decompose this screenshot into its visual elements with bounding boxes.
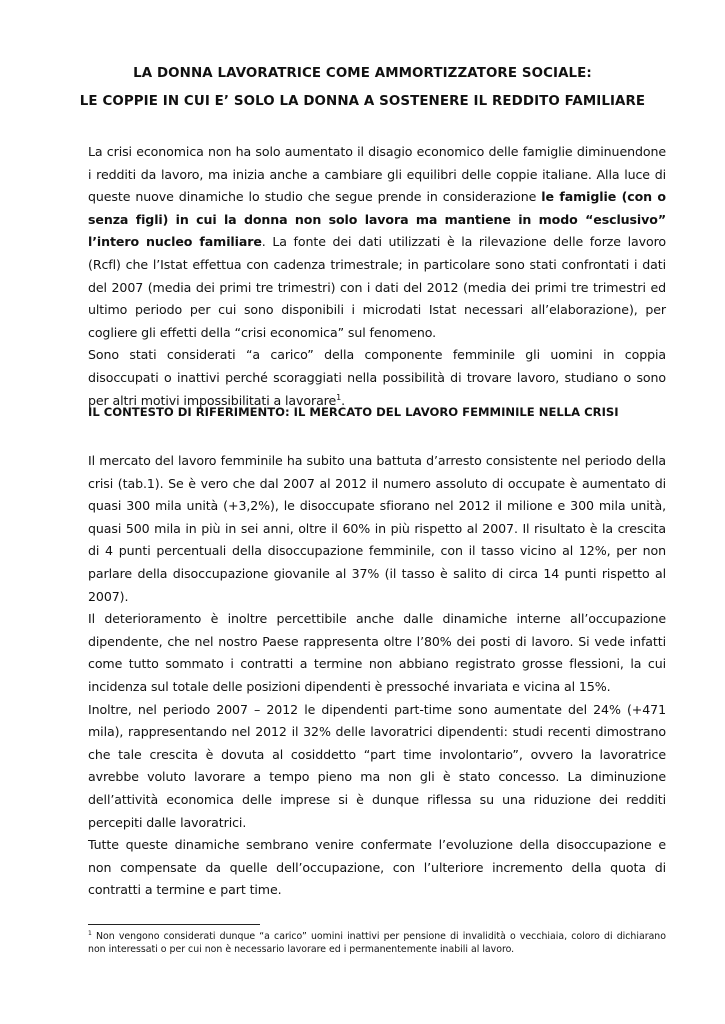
title-line-2: LE COPPIE IN CUI E’ SOLO LA DONNA A SOSTENERE IL REDDITO FAMILIARE xyxy=(79,94,646,109)
footnote-number: 1 xyxy=(88,930,92,937)
footnote-reference[interactable]: 1 xyxy=(336,392,342,402)
intro-text-a: La crisi economica non ha solo aumentato il disagio economico delle famiglie diminuendone i redditi da lavoro, ma inizia anche a cambiare gli equilibri delle coppie italiane. Alla luce di queste nuove dinamiche lo studio che segue prende in considerazione xyxy=(88,144,666,205)
context-section xyxy=(88,450,666,902)
intro-text-p2-end: . xyxy=(341,392,346,408)
footnote xyxy=(88,930,666,956)
intro-paragraph-1 xyxy=(88,141,666,344)
intro-text-p2: Sono stati considerati “a carico” della componente femminile gli uomini in coppia disoccupati o inattivi perché scoraggiati nella possibilità di trovare lavoro, studiano o sono per altri motivi impossibilitati a lavorare xyxy=(88,347,666,408)
title-line-1: LA DONNA LAVORATRICE COME AMMORTIZZATORE SOCIALE: xyxy=(133,66,592,81)
context-paragraph-2: Il deterioramento è inoltre percettibile anche dalle dinamiche interne all’occupazione dipendente, che nel nostro Paese rappresenta oltre l’80% dei posti di lavoro. Si vede infatti come tutto sommato i contratti a termine non abbiano registrato grosse flessioni, la cui incidenza sul totale delle posizioni dipendenti è pressoché invariata e vicina al 15%. xyxy=(88,611,666,694)
intro-text-b: . La fonte dei dati utilizzati è la rilevazione delle forze lavoro (Rcfl) che l’Istat effettua con cadenza trimestrale; in particolare sono stati confrontati i dati del 2007 (media dei primi tre trimestri) con i dati del 2012 (media dei primi tre trimestri ed ultimo periodo per cui sono disponibili i microdati Istat necessari all’elaborazione), per cogliere gli effetti della “crisi economica” sul fenomeno. xyxy=(88,234,666,340)
intro-bold-phrase: le famiglie (con o senza figli) in cui la donna non solo lavora ma mantiene in modo “esclusivo” l’intero nucleo familiare xyxy=(88,189,666,250)
context-paragraph-1: Il mercato del lavoro femminile ha subito una battuta d’arresto consistente nel periodo della crisi (tab.1). Se è vero che dal 2007 al 2012 il numero assoluto di occupate è aumentato di quasi 300 mila unità (+3,2%), le disoccupate sfiorano nel 2012 il milione e 300 mila unità, quasi 500 mila in più in sei anni, oltre il 60% in più rispetto al 2007. Il risultato è la crescita di 4 punti percentuali della disoccupazione femminile, con il tasso vicino al 12%, per non parlare della disoccupazione giovanile al 37% (il tasso è salito di circa 14 punti rispetto al 2007). xyxy=(88,453,666,604)
intro-section xyxy=(88,141,666,412)
footnote-divider xyxy=(88,924,260,925)
section-heading: IL CONTESTO DI RIFERIMENTO: IL MERCATO DEL LAVORO FEMMINILE NELLA CRISI xyxy=(88,405,619,419)
context-paragraph-3: Inoltre, nel periodo 2007 – 2012 le dipendenti part-time sono aumentate del 24% (+471 mila), rappresentando nel 2012 il 32% delle lavoratrici dipendenti: studi recenti dimostrano che tale crescita è dovuta al cosiddetto “part time involontario”, ovvero la lavoratrice avrebbe voluto lavorare a tempo pieno ma non gli è stato concesso. La diminuzione dell’attività economica delle imprese si è dunque riflessa su una riduzione dei redditi percepiti dalle lavoratrici. xyxy=(88,701,666,830)
intro-paragraph-2 xyxy=(88,344,666,412)
footnote-text: Non vengono considerati dunque “a carico” uomini inattivi per pensione di invalidità o vecchiaia, coloro di dichiarano non interessati o per cui non è necessario lavorare ed i permanentemente inabili al lavoro. xyxy=(88,931,666,956)
context-paragraph-4: Tutte queste dinamiche sembrano venire confermate l’evoluzione della disoccupazione e non compensate da quelle dell’occupazione, con l’ulteriore incremento della quota di contratti a termine e part time. xyxy=(88,837,666,898)
